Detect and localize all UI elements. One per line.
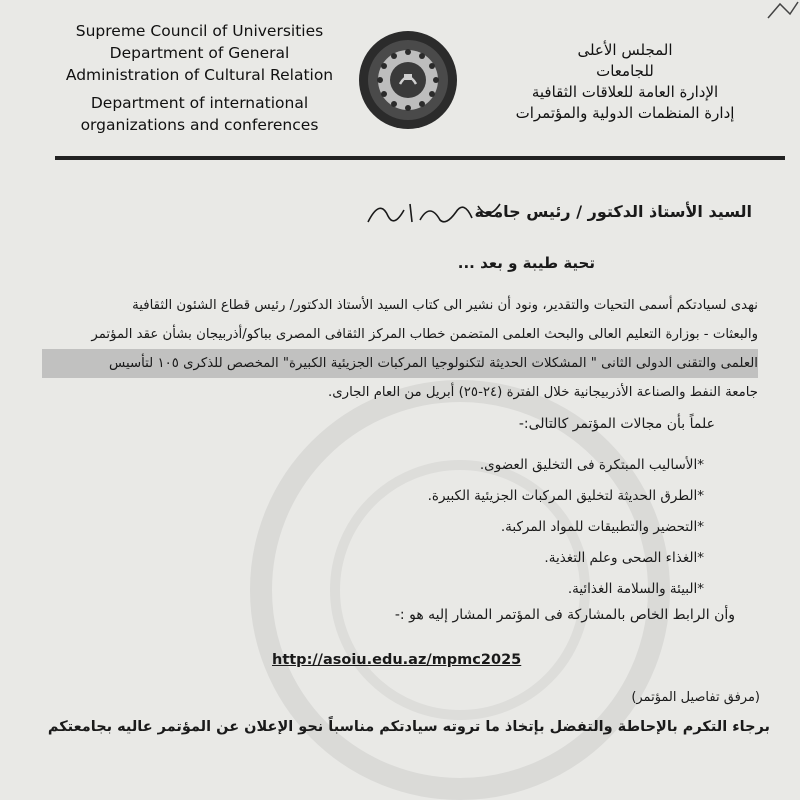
corner-mark-icon [760, 0, 800, 20]
topics-intro: علماً بأن مجالات المؤتمر كالتالى:- [518, 416, 715, 432]
closing-request: برجاء التكرم بالإحاطة والتفضل بإتخاذ ما تروته سيادتكم مناسباً نحو الإعلان عن المؤتمر عاليه بجامعتكم [47, 719, 770, 735]
letterhead-arabic [490, 40, 760, 124]
letterhead-english-line: Administration of Cultural Relation [65, 66, 334, 84]
topics-list [428, 450, 704, 605]
council-seal-icon [358, 30, 458, 130]
letterhead-english-line: Supreme Council of Universities [75, 22, 324, 40]
letterhead-english-line: organizations and conferences [80, 116, 319, 134]
letterhead-arabic-line: المجلس الأعلى [577, 41, 673, 59]
letterhead-arabic-line: للجامعات [596, 62, 654, 80]
addressee-line: السيد الأستاذ الدكتور / رئيس جامعة [474, 202, 752, 221]
topic-item: *التحضير والتطبيقات للمواد المركبة. [500, 519, 704, 535]
topic-item: *البيئة والسلامة الغذائية. [567, 581, 704, 597]
topic-item: *الغذاء الصحى وعلم التغذية. [544, 550, 704, 566]
topic-item: *الأساليب المبتكرة فى التخليق العضوى. [479, 457, 704, 473]
letterhead-arabic-line: الإدارة العامة للعلاقات الثقافية [531, 83, 719, 101]
body-line-highlighted: العلمى والتقنى الدولى الثانى " المشكلات الحديثة لتكنولوجيا المركبات الجزيئية الكبيرة" المخصص للذكرى ١٠٥ لتأسيس [42, 349, 758, 378]
body-line: والبعثات - بوزارة التعليم العالى والبحث العلمى المتضمن خطاب المركز الثقافى المصرى بباكو/أذربيجان بشأن عقد المؤتمر [91, 327, 758, 342]
greeting: تحية طيبة و بعد ... [457, 254, 595, 272]
letterhead-arabic-line: إدارة المنظمات الدولية والمؤتمرات [515, 104, 735, 122]
letterhead-english-line: Department of international [90, 94, 309, 112]
body-paragraph [42, 291, 758, 407]
attachment-note: (مرفق تفاصيل المؤتمر) [631, 690, 760, 705]
letterhead-english [62, 20, 337, 136]
body-line: جامعة النفط والصناعة الأذربيجانية خلال الفترة (٢٤-٢٥) أبريل من العام الجارى. [328, 385, 758, 400]
conference-url-link[interactable]: http://asoiu.edu.az/mpmc2025 [272, 652, 522, 668]
header-divider [55, 156, 785, 160]
link-intro: وأن الرابط الخاص بالمشاركة فى المؤتمر المشار إليه هو :- [394, 607, 735, 623]
body-line: نهدى لسيادتكم أسمى التحيات والتقدير، ونود أن نشير الى كتاب السيد الأستاذ الدكتور/ رئيس قطاع الشئون الثقافية [132, 298, 758, 313]
topic-item: *الطرق الحديثة لتخليق المركبات الجزيئية الكبيرة. [427, 488, 704, 504]
letterhead-english-line: Department of General [109, 44, 290, 62]
